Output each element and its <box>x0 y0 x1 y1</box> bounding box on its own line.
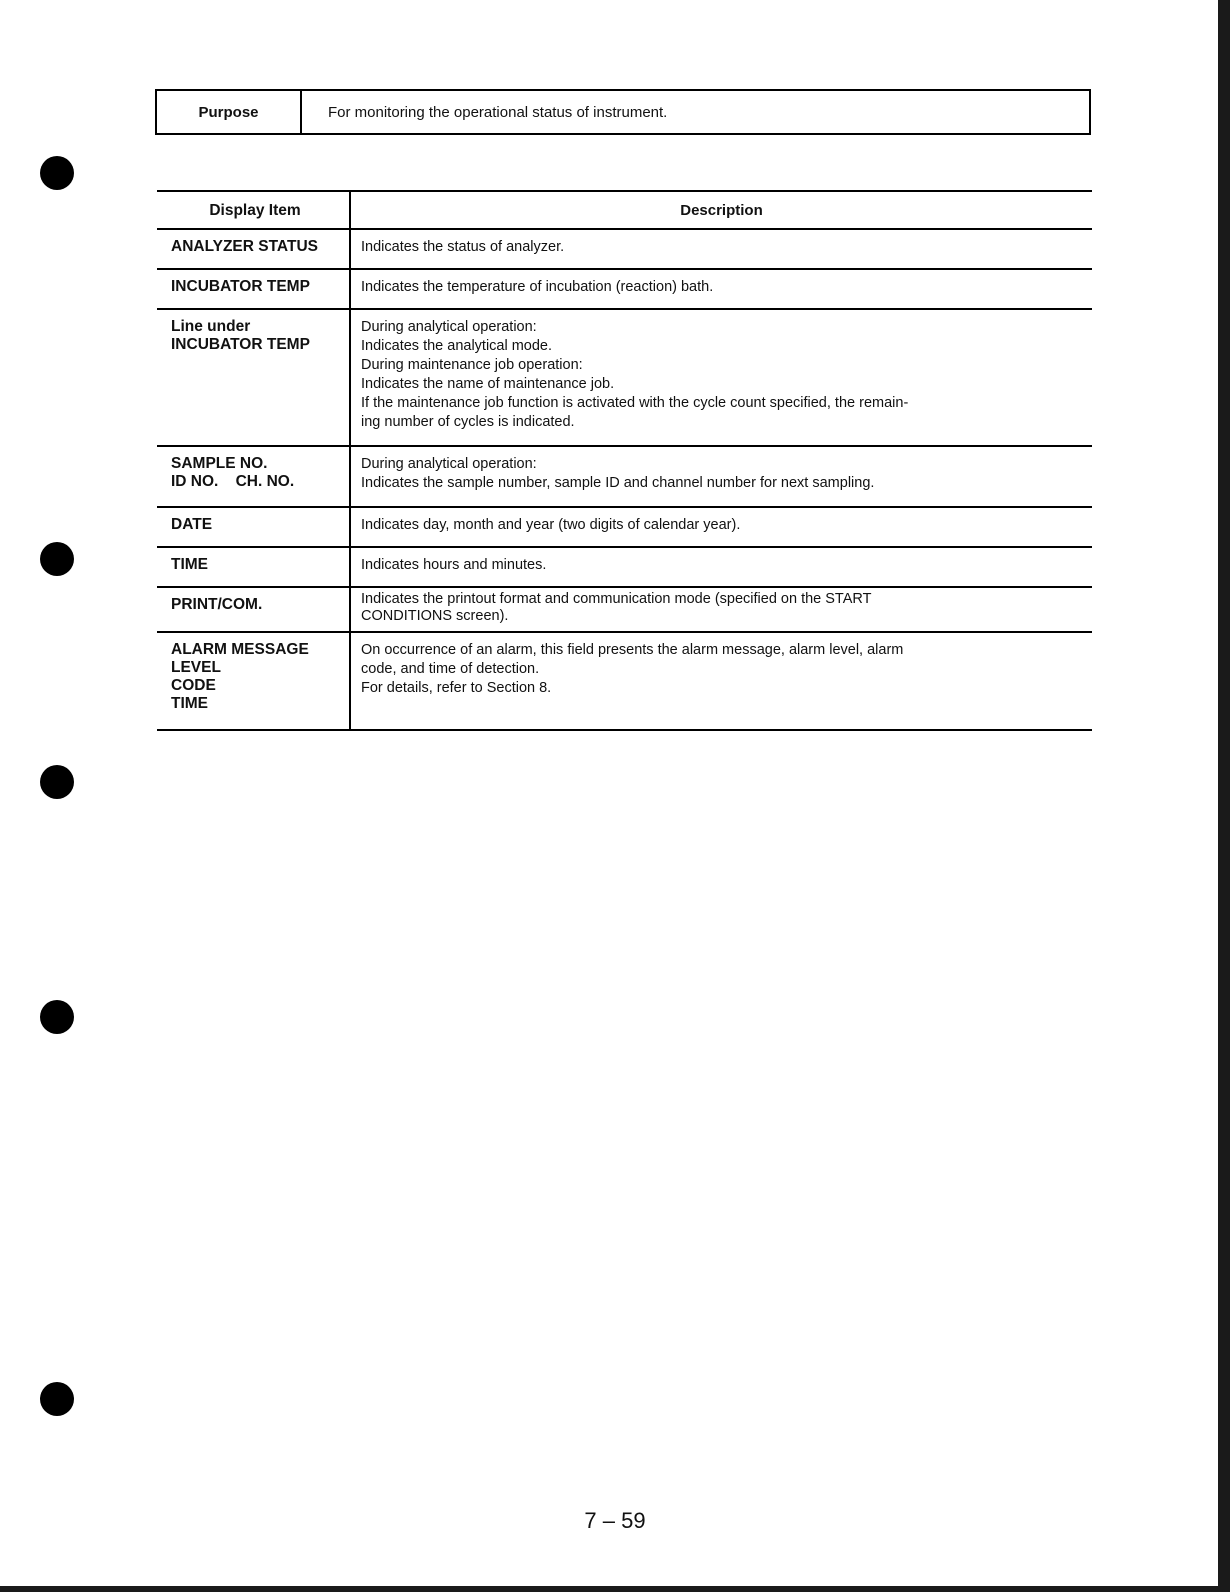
table-row <box>157 547 1092 587</box>
purpose-text: For monitoring the operational status of instrument. <box>328 103 668 121</box>
description-line: During analytical operation: <box>361 456 537 472</box>
description-line: During maintenance job operation: <box>361 357 583 373</box>
table-row <box>157 587 1092 632</box>
display-item-name: TIME <box>171 695 209 712</box>
description-line: code, and time of detection. <box>361 661 540 677</box>
display-item-name: Line under <box>171 318 251 335</box>
display-item-name: ANALYZER STATUS <box>171 238 318 255</box>
description-line: Indicates the status of analyzer. <box>361 239 565 255</box>
table-row <box>157 309 1092 446</box>
table-row <box>157 632 1092 730</box>
display-item-name: ALARM MESSAGE <box>171 641 309 658</box>
description-line: Indicates day, month and year (two digits of calendar year). <box>361 517 741 533</box>
description-line: Indicates the printout format and communication mode (specified on the START <box>361 591 872 607</box>
purpose-label: Purpose <box>157 91 302 133</box>
description-line: ing number of cycles is indicated. <box>361 414 575 430</box>
table-row <box>157 229 1092 269</box>
display-item-name: SAMPLE NO. <box>171 455 268 472</box>
display-item-name: INCUBATOR TEMP <box>171 278 310 295</box>
display-item-name: LEVEL <box>171 659 221 676</box>
binder-hole <box>40 1382 74 1416</box>
table-row <box>157 446 1092 507</box>
table-header-row <box>157 191 1092 229</box>
scan-edge-right <box>1218 0 1230 1592</box>
page-number: 7 – 59 <box>584 1508 646 1533</box>
display-item-name: ID NO. CH. NO. <box>171 473 295 490</box>
display-item-name: INCUBATOR TEMP <box>171 336 310 353</box>
binder-hole <box>40 765 74 799</box>
description-line: Indicates the analytical mode. <box>361 338 553 354</box>
table-row <box>157 507 1092 547</box>
display-item-name: DATE <box>171 516 213 533</box>
description-line: If the maintenance job function is activated with the cycle count specified, the remain- <box>361 395 909 411</box>
scan-edge-bottom <box>0 1586 1230 1592</box>
display-item-name: TIME <box>171 556 209 573</box>
table-row <box>157 269 1092 309</box>
description-line: CONDITIONS screen). <box>361 608 509 624</box>
display-item-name: CODE <box>171 677 216 694</box>
display-items-table <box>157 190 1092 731</box>
description-line: On occurrence of an alarm, this field presents the alarm message, alarm level, alarm <box>361 642 904 658</box>
binder-hole <box>40 1000 74 1034</box>
description-line: During analytical operation: <box>361 319 537 335</box>
purpose-box <box>155 89 1091 135</box>
description-line: For details, refer to Section 8. <box>361 680 552 696</box>
binder-hole <box>40 542 74 576</box>
binder-hole <box>40 156 74 190</box>
description-line: Indicates the temperature of incubation (reaction) bath. <box>361 279 714 295</box>
header-description: Description <box>350 191 1092 229</box>
description-line: Indicates the sample number, sample ID and channel number for next sampling. <box>361 475 875 491</box>
display-item-name: PRINT/COM. <box>171 596 263 613</box>
description-line: Indicates hours and minutes. <box>361 557 547 573</box>
header-display-item: Display Item <box>157 191 350 229</box>
description-line: Indicates the name of maintenance job. <box>361 376 615 392</box>
